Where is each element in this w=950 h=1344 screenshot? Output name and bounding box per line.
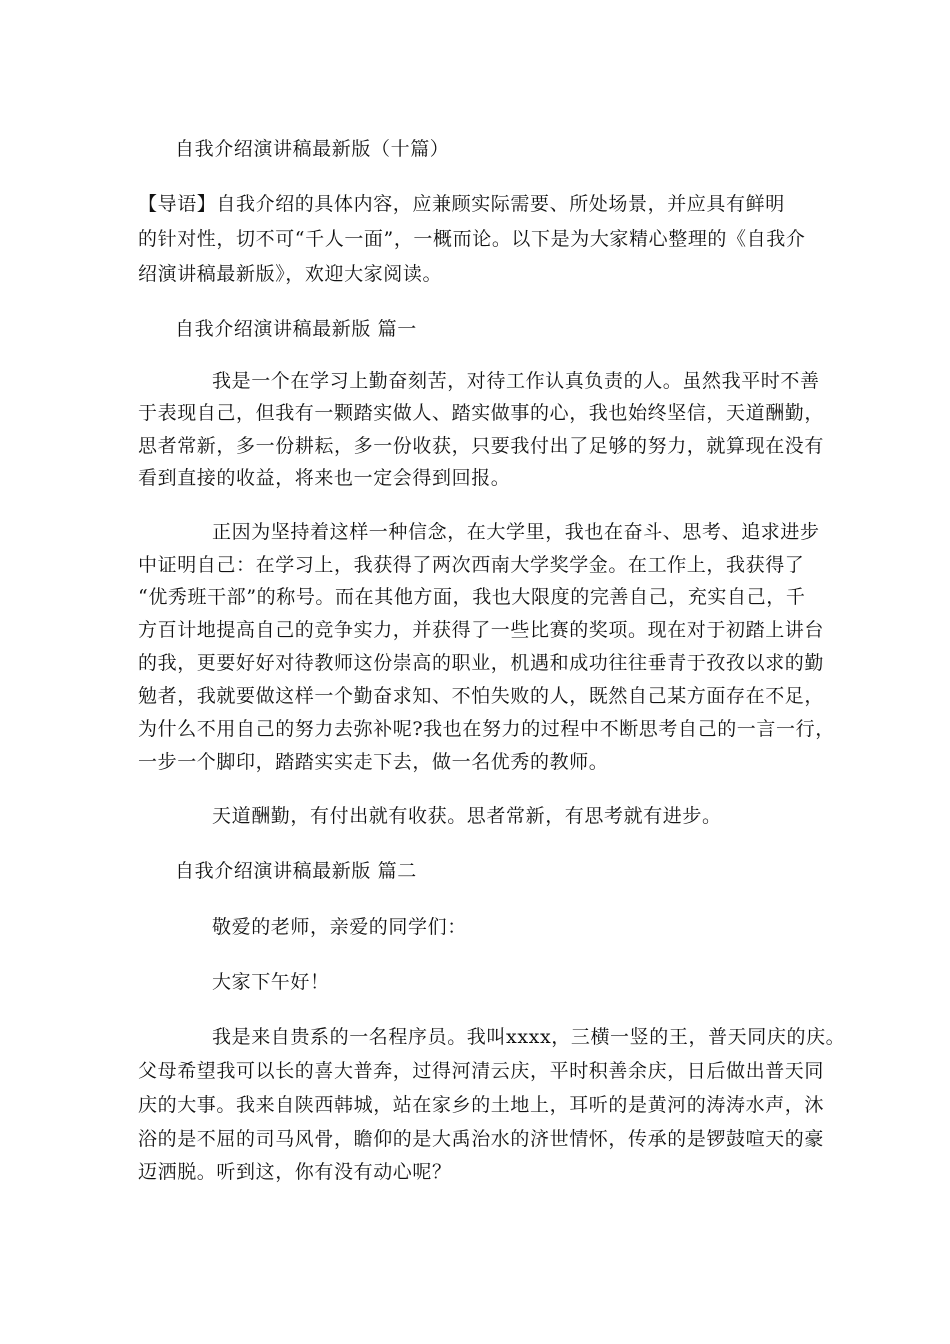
s2p1-line-5: 迈洒脱。听到这，你有没有动心呢？ [138,1161,452,1183]
intro-line-3: 绍演讲稿最新版》，欢迎大家阅读。 [138,263,443,285]
section1-heading: 自我介绍演讲稿最新版 篇一 [175,318,417,340]
s1p2-line-8: 一步一个脚印，踏踏实实走下去，做一名优秀的教师。 [138,751,609,773]
s1p3-line: 天道酬勤，有付出就有收获。思者常新，有思考就有进步。 [212,805,722,827]
s1p2-line-2: 中证明自己：在学习上，我获得了两次西南大学奖学金。在工作上，我获得了 [138,554,805,576]
s2p1-line-3: 庆的大事。我来自陕西韩城，站在家乡的土地上，耳听的是黄河的涛涛水声，沐 [138,1094,825,1116]
s2-salute: 大家下午好！ [212,971,330,993]
s2p1-line-2: 父母希望我可以长的喜大普奔，过得河清云庆，平时积善余庆，日后做出普天同 [138,1060,825,1082]
s1p1-line-2: 于表现自己，但我有一颗踏实做人、踏实做事的心，我也始终坚信，天道酬勤， [138,402,825,424]
s2p1-line-1: 我是来自贵系的一名程序员。我叫xxxx，三横一竖的王，普天同庆的庆。 [212,1026,846,1048]
s1p1-line-4: 看到直接的收益，将来也一定会得到回报。 [138,467,511,489]
s2-greeting: 敬爱的老师，亲爱的同学们： [212,916,467,938]
s1p2-line-7: 为什么不用自己的努力去弥补呢?我也在努力的过程中不断思考自己的一言一行， [138,718,835,740]
s1p2-line-1: 正因为坚持着这样一种信念，在大学里，我也在奋斗、思考、追求进步 [212,521,820,543]
document-title: 自我介绍演讲稿最新版（十篇） [175,138,450,160]
s1p2-line-6: 勉者，我就要做这样一个勤奋求知、不怕失败的人，既然自己某方面存在不足， [138,685,825,707]
intro-line-2: 的针对性，切不可“千人一面”，一概而论。以下是为大家精心整理的《自我介 [138,228,806,250]
intro-line-1: 【导语】自我介绍的具体内容，应兼顾实际需要、所处场景，并应具有鲜明 [138,193,785,215]
s1p1-line-3: 思者常新，多一份耕耘，多一份收获，只要我付出了足够的努力，就算现在没有 [138,435,825,457]
s1p2-line-3: “优秀班干部”的称号。而在其他方面，我也大限度的完善自己，充实自己，千 [138,586,806,608]
section2-heading: 自我介绍演讲稿最新版 篇二 [175,860,417,882]
s1p2-line-4: 方百计地提高自己的竞争实力，并获得了一些比赛的奖项。现在对于初踏上讲台 [138,619,825,641]
s1p1-line-1: 我是一个在学习上勤奋刻苦，对待工作认真负责的人。虽然我平时不善 [212,370,820,392]
s1p2-line-5: 的我，更要好好对待教师这份崇高的职业，机遇和成功往往垂青于孜孜以求的勤 [138,652,825,674]
s2p1-line-4: 浴的是不屈的司马风骨，瞻仰的是大禹治水的济世情怀，传承的是锣鼓喧天的豪 [138,1128,825,1150]
